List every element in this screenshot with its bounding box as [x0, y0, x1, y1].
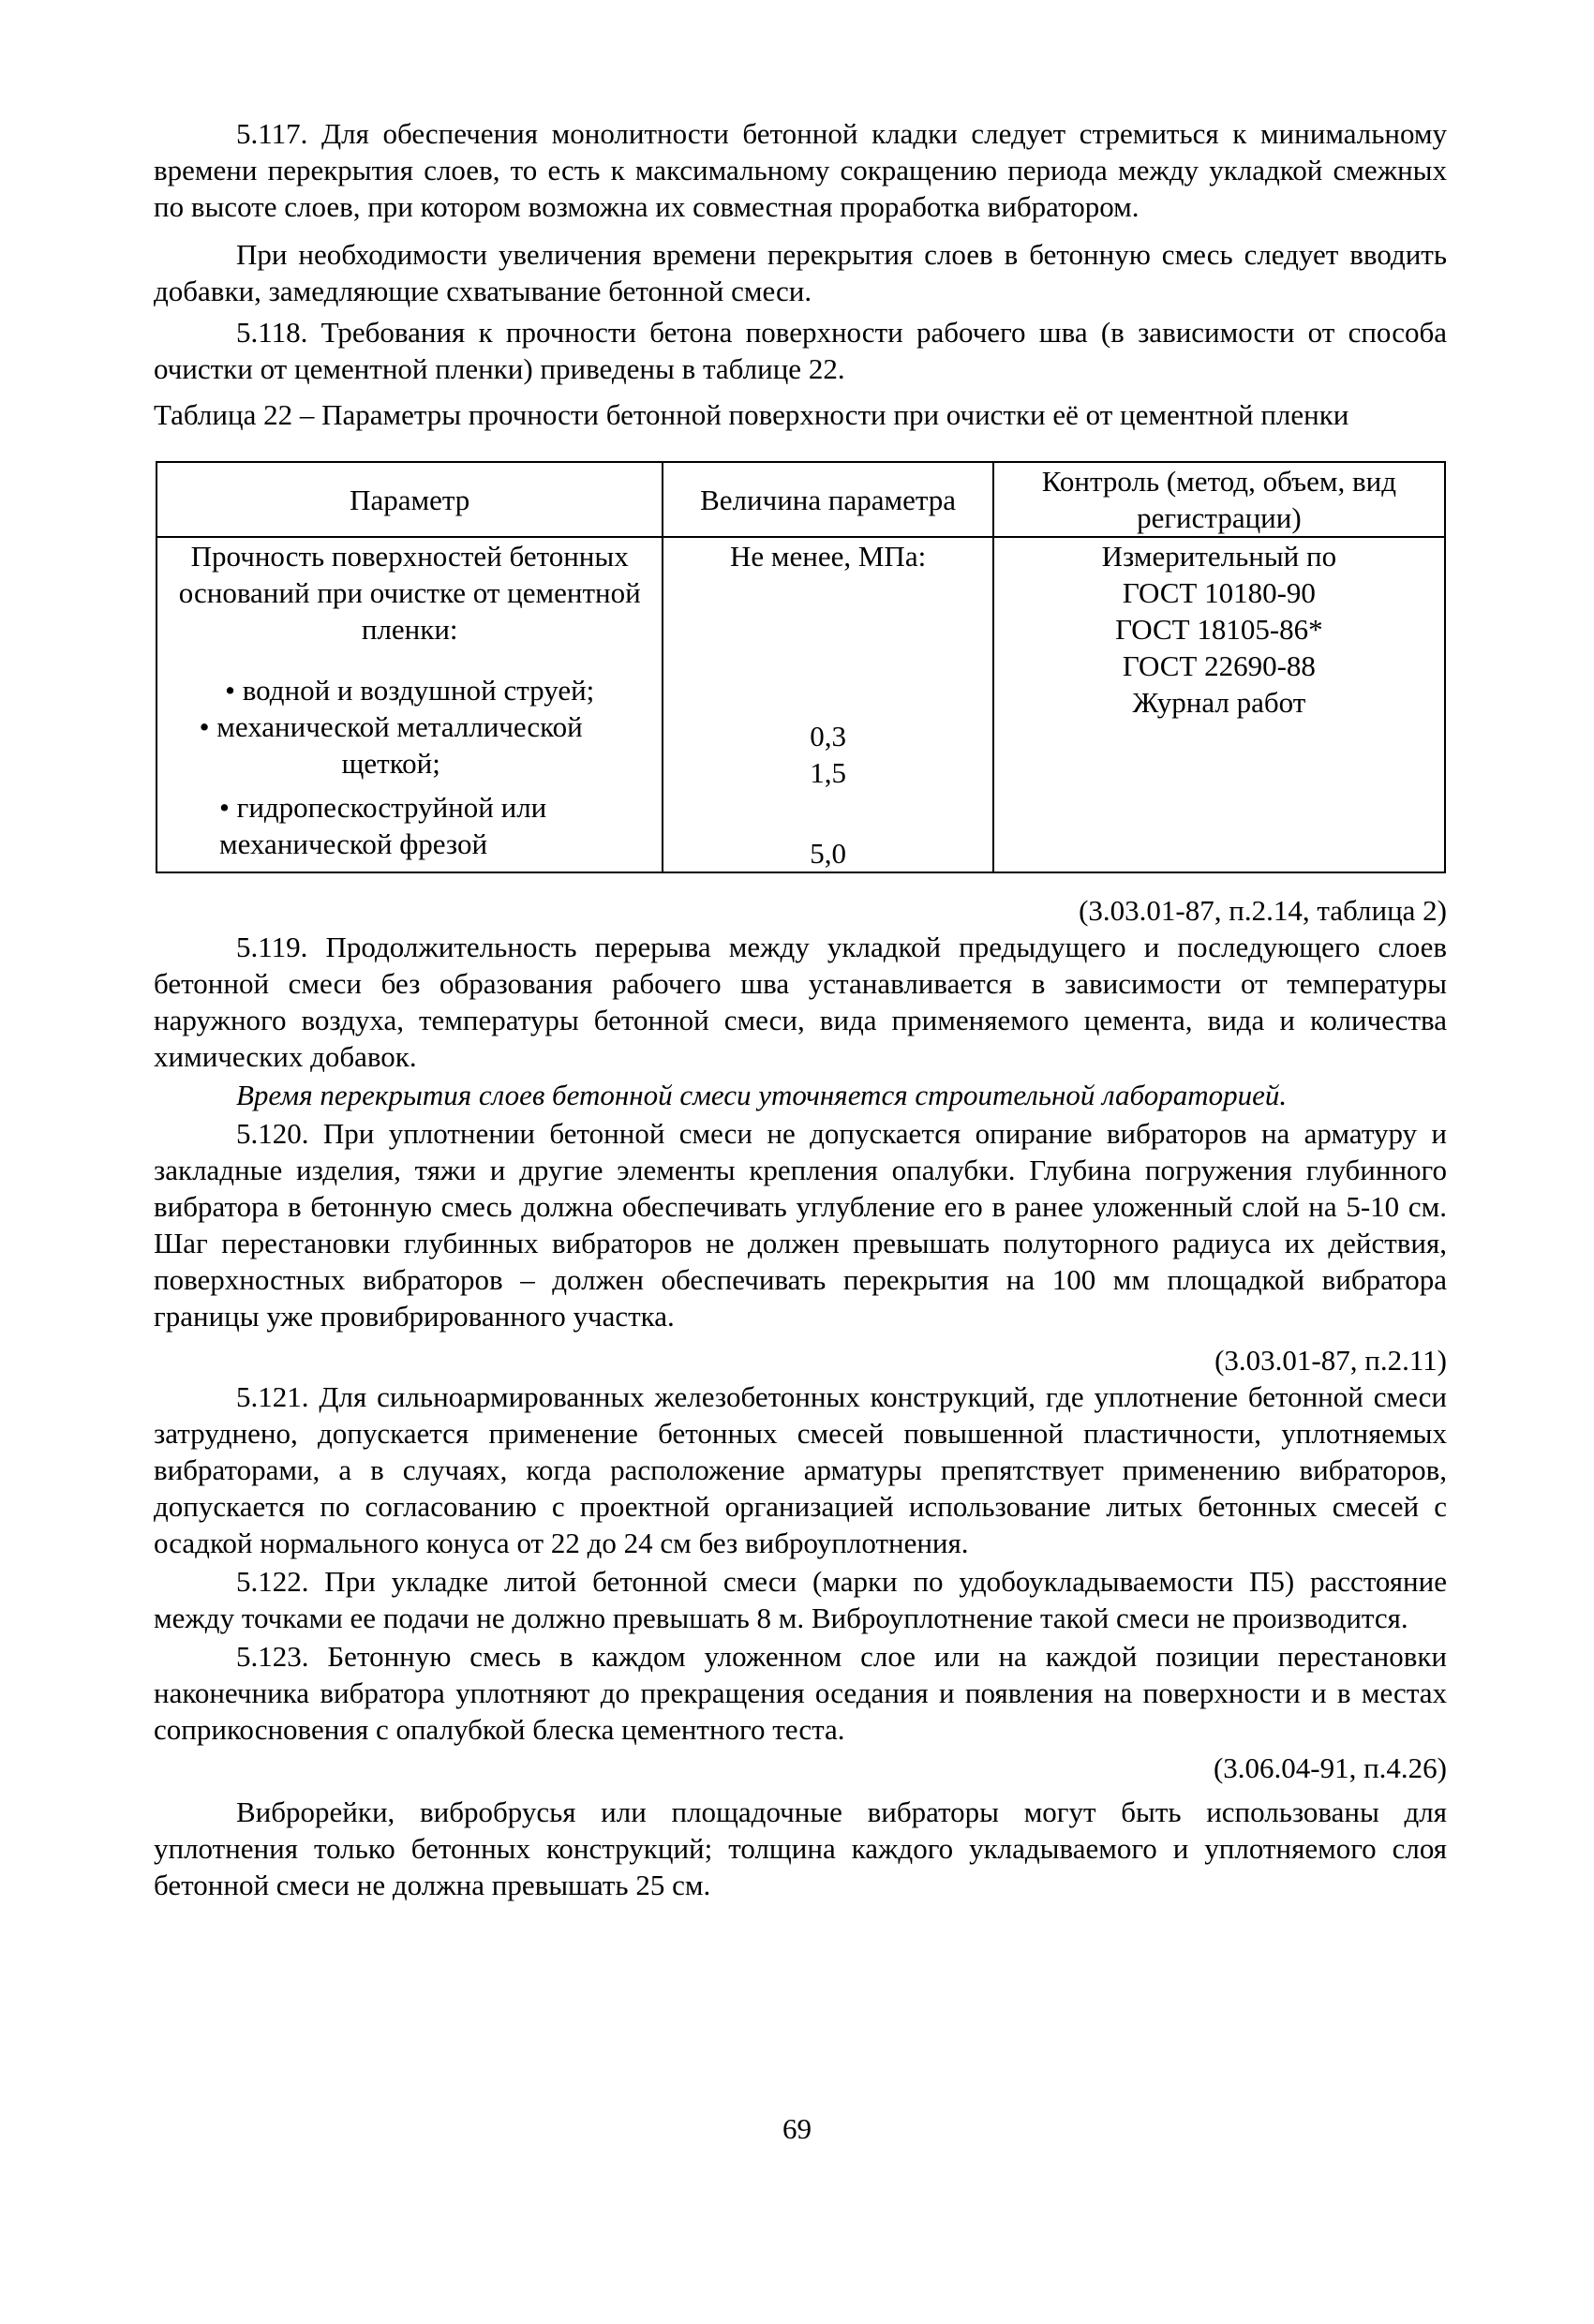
parameter-item-3: • гидропескоструйной или механической фрезой: [219, 791, 547, 860]
paragraph-5-119-note: Время перекрытия слоев бетонной смеси уточняется строительной лабораторией.: [236, 1079, 1288, 1111]
paragraph-5-117-additives: При необходимости увеличения времени перекрытия слоев в бетонную смесь следует вводить добавки, замедляющие схватывание бетонной смеси.: [154, 238, 1447, 307]
value-item-1: 0,3: [810, 720, 846, 752]
paragraph-vibrators: Виброрейки, вибробрусья или площадочные вибраторы могут быть использованы для уплотнения только бетонных конструкций; толщина каждого укладываемого и уплотняемого слоя бетонной смеси не должна превышать 25 см.: [154, 1795, 1447, 1901]
cell-control: [993, 537, 1445, 872]
control-line-3: ГОСТ 18105-86*: [1115, 613, 1323, 646]
header-value: Величина параметра: [663, 462, 992, 537]
paragraph-5-121: 5.121. Для сильноармированных железобетонных конструкций, где уплотнение бетонной смеси затруднено, допускается применение бетонных смесей повышенной пластичности, уплотняемых вибраторами, а в случаях, когда расположение арматуры препятствует применению вибраторов, допускается по согласованию с проектной организацией использование литых бетонных смесей с осадкой нормального конуса от 22 до 24 см без виброуплотнения.: [154, 1380, 1447, 1559]
paragraph-5-117: 5.117. Для обеспечения монолитности бетонной кладки следует стремиться к минимальному времени перекрытия слоев, то есть к максимальному сокращению периода между укладкой смежных по высоте слоев, при котором возможна их совместная проработка вибратором.: [154, 117, 1447, 223]
parameter-item-2: • механической металлической щеткой;: [199, 710, 583, 780]
paragraph-5-119: 5.119. Продолжительность перерыва между укладкой предыдущего и последующего слоев бетонной смеси без образования рабочего шва устанавливается в зависимости от температуры наружного воздуха, температуры бетонной смеси, вида применяемого цемента, вида и количества химических добавок.: [154, 931, 1447, 1073]
paragraph-5-118: 5.118. Требования к прочности бетона поверхности рабочего шва (в зависимости от способа очистки от цементной пленки) приведены в таблице 22.: [154, 316, 1447, 385]
header-parameter: Параметр: [156, 462, 663, 537]
paragraph-5-123: 5.123. Бетонную смесь в каждом уложенном слое или на каждой позиции перестановки наконечника вибратора уплотняют до прекращения оседания и появления на поверхности и в местах соприкосновения с опалубкой блеска цементного теста.: [154, 1640, 1447, 1746]
reference-5-123: (3.06.04-91, п.4.26): [1213, 1751, 1447, 1784]
table-row: [156, 537, 1445, 872]
text-column: [154, 115, 1447, 1903]
header-control: Контроль (метод, объем, вид регистрации): [993, 462, 1445, 537]
table-22-caption: Таблица 22 – Параметры прочности бетонной поверхности при очистки её от цементной пленки: [154, 398, 1349, 431]
value-item-2: 1,5: [810, 756, 846, 789]
control-line-4: ГОСТ 22690-88: [1122, 649, 1316, 682]
cell-value: [663, 537, 992, 872]
table-22: [156, 461, 1446, 873]
control-line-2: ГОСТ 10180-90: [1122, 576, 1316, 609]
page-number: 69: [782, 2112, 812, 2145]
paragraph-5-122: 5.122. При укладке литой бетонной смеси (марки по удобоукладываемости П5) расстояние между точками ее подачи не должно превышать 8 м. Виброуплотнение такой смеси не производится.: [154, 1565, 1447, 1634]
parameter-intro: Прочность поверхностей бетонных оснований при очистке от цементной пленки:: [178, 540, 641, 646]
table-header-row: [156, 462, 1445, 537]
table-22-source: (3.03.01-87, п.2.14, таблица 2): [1079, 894, 1447, 927]
value-intro: Не менее, МПа:: [729, 540, 927, 573]
reference-5-120: (3.03.01-87, п.2.11): [1214, 1344, 1447, 1377]
control-line-5: Журнал работ: [1132, 686, 1306, 719]
control-line-1: Измерительный по: [1101, 540, 1337, 573]
value-item-3: 5,0: [810, 837, 846, 870]
cell-parameter: [156, 537, 663, 872]
parameter-item-1: • водной и воздушной струей;: [225, 674, 595, 707]
paragraph-5-120: 5.120. При уплотнении бетонной смеси не допускается опирание вибраторов на арматуру и закладные изделия, тяжи и другие элементы крепления опалубки. Глубина погружения глубинного вибратора в бетонную смесь должна обеспечивать углубление его в ранее уложенный слой на 5-10 см. Шаг перестановки глубинных вибраторов не должен превышать полуторного радиуса их действия, поверхностных вибраторов – должен обеспечивать перекрытия на 100 мм площадкой вибратора границы уже провибрированного участка.: [154, 1117, 1447, 1333]
